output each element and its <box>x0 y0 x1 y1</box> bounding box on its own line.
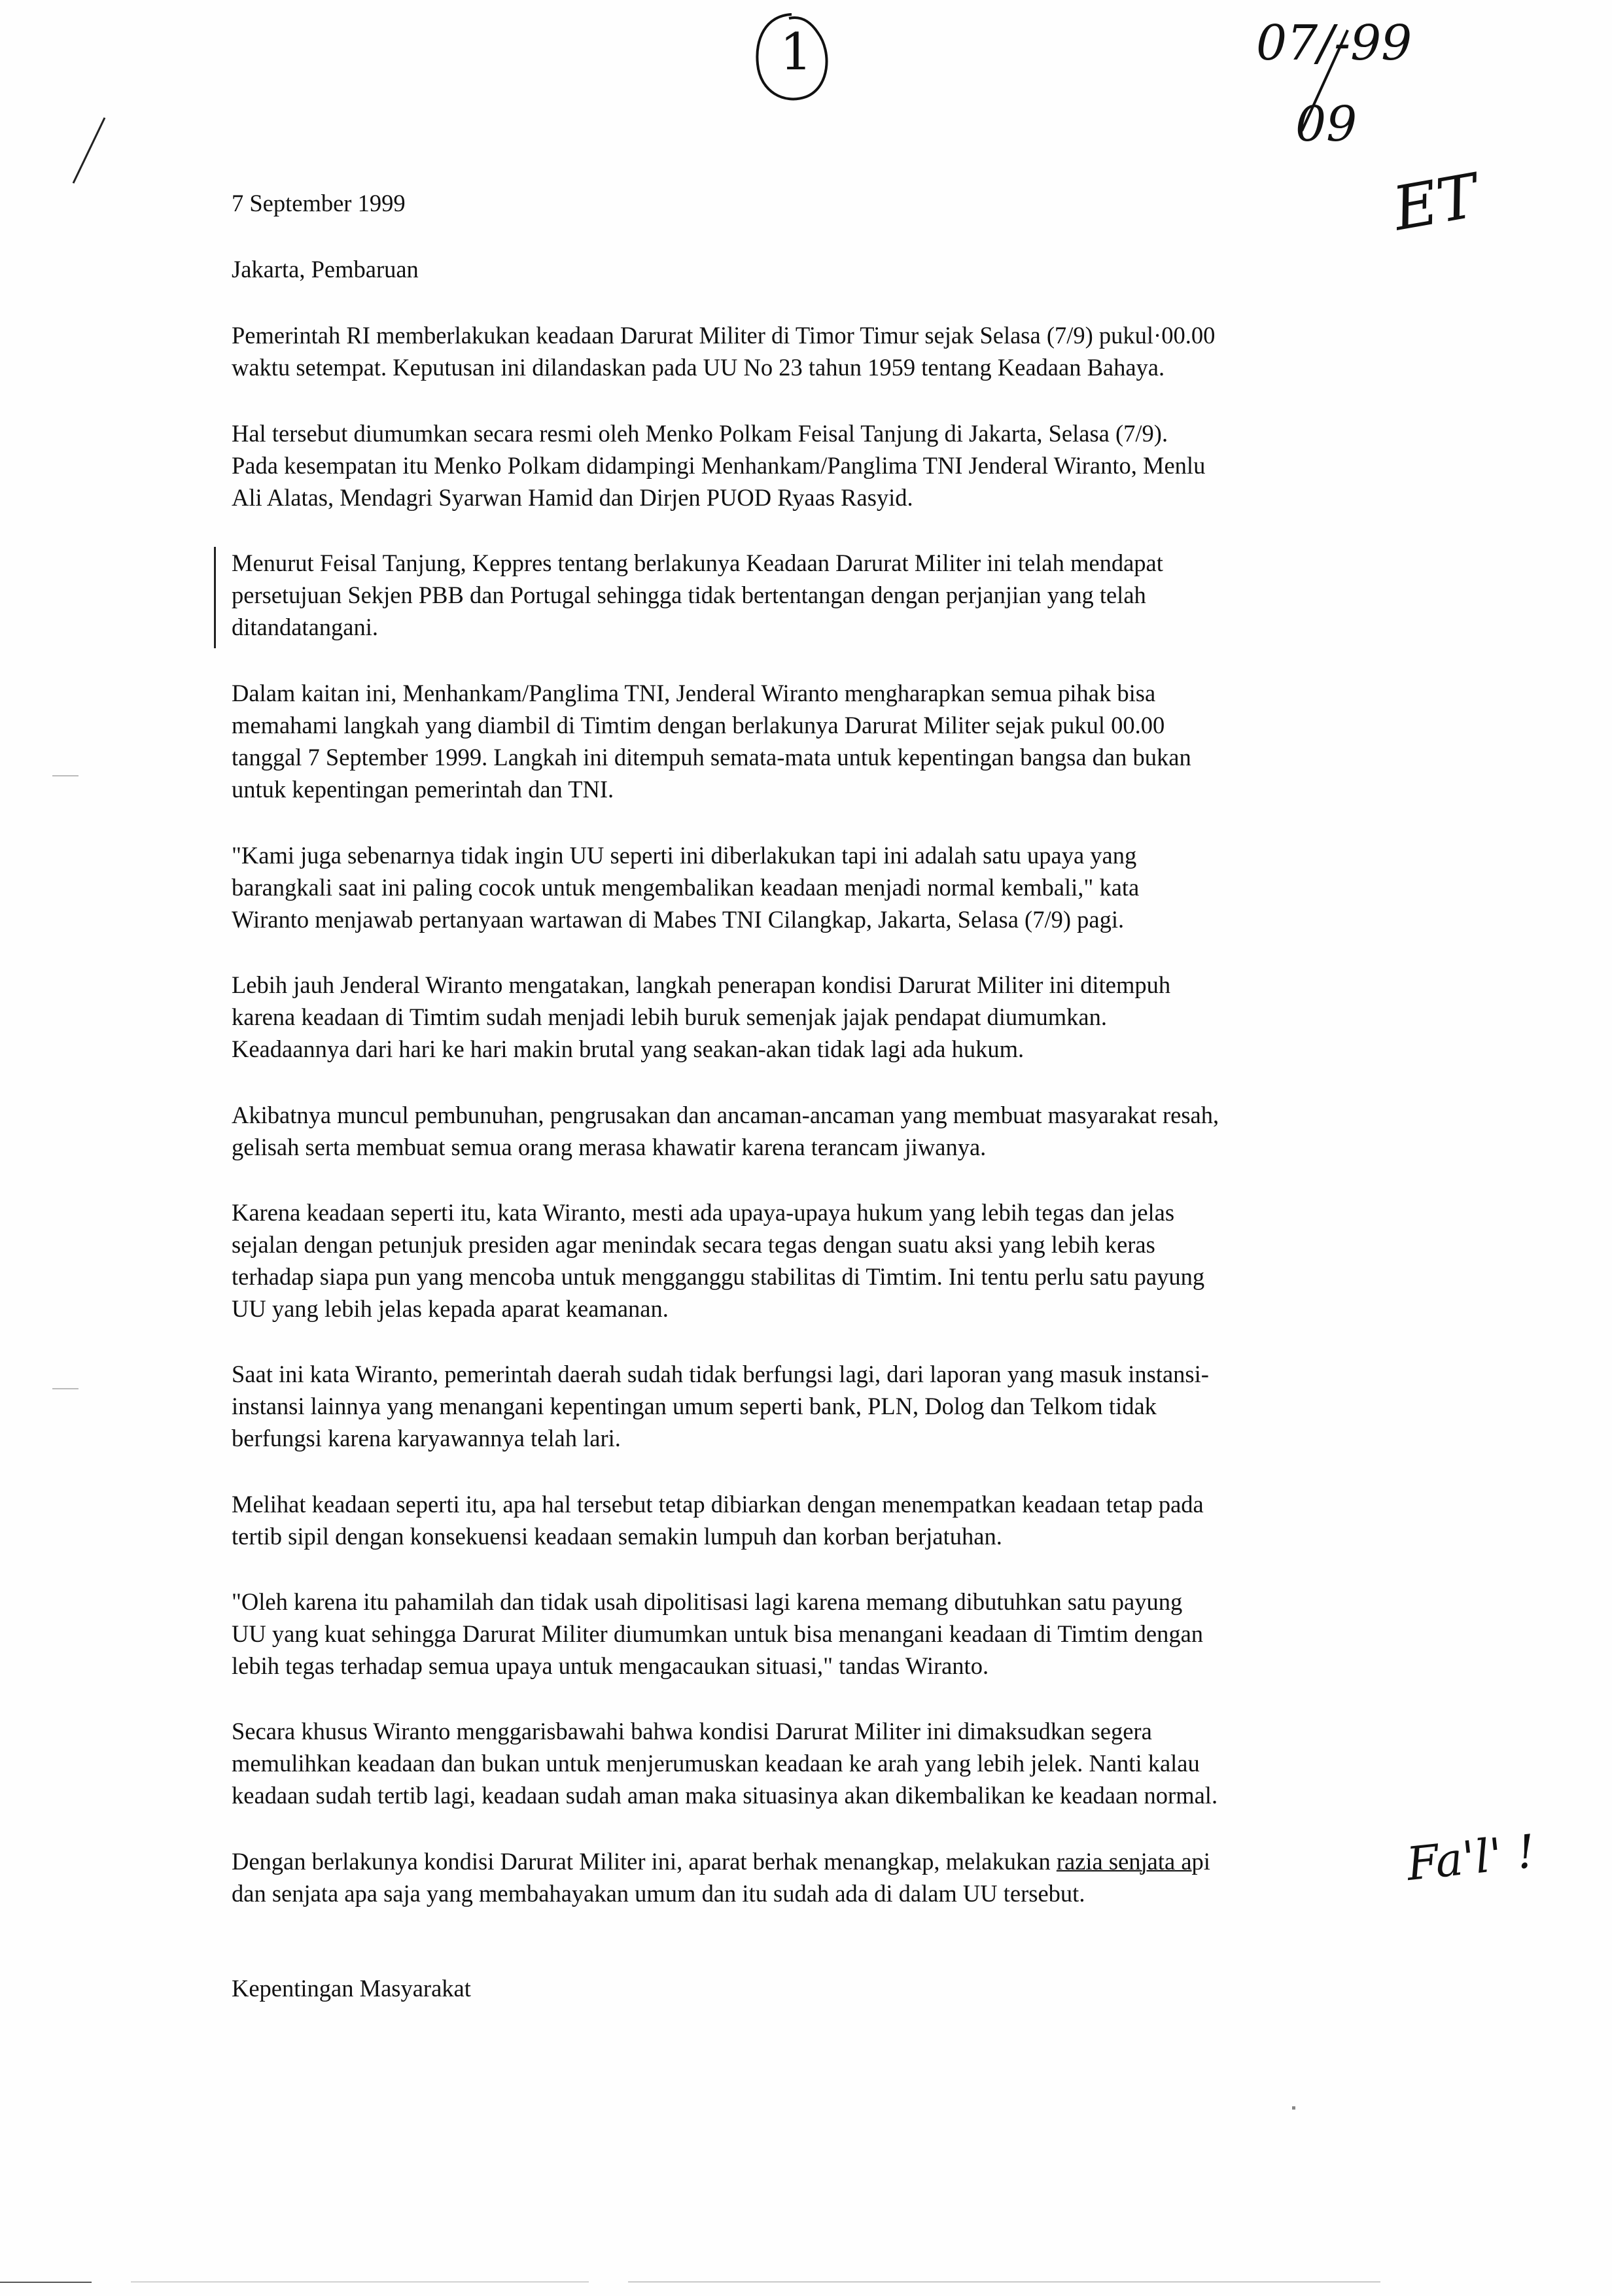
text-line: instansi lainnya yang menangani kepentingan umum seperti bank, PLN, Dolog dan Telkom tidak <box>232 1393 1157 1419</box>
text-line: Dalam kaitan ini, Menhankam/Panglima TNI, Jenderal Wiranto mengharapkan semua pihak bisa <box>232 680 1156 706</box>
text-line: persetujuan Sekjen PBB dan Portugal sehingga tidak bertentangan dengan perjanjian yang telah <box>232 582 1146 608</box>
text-line <box>232 1845 1383 1877</box>
text-line: berfungsi karena karyawannya telah lari. <box>232 1425 621 1452</box>
paragraph-4 <box>232 677 1383 805</box>
paragraph-8 <box>232 1196 1383 1325</box>
text-line: Lebih jauh Jenderal Wiranto mengatakan, langkah penerapan kondisi Darurat Militer ini ditempuh <box>232 971 1171 998</box>
handwritten-margin-note: Fa'l' ! <box>1404 1824 1538 1892</box>
scan-bottom-edge <box>0 2282 92 2283</box>
text-line: ditandatangani. <box>232 614 378 640</box>
text-line: memulihkan keadaan dan bukan untuk menjerumuskan keadaan ke arah yang lebih jelek. Nanti kalau <box>232 1750 1200 1777</box>
dateline: Jakarta, Pembaruan <box>232 256 419 283</box>
paragraph-11 <box>232 1586 1383 1682</box>
text-line: UU yang lebih jelas kepada aparat keamanan. <box>232 1295 669 1322</box>
page-number: 1 <box>780 23 813 82</box>
text-line: keadaan sudah tertib lagi, keadaan sudah aman maka situasinya akan dikembalikan ke keadaan normal. <box>232 1782 1218 1809</box>
text-line: Saat ini kata Wiranto, pemerintah daerah sudah tidak berfungsi lagi, dari laporan yang masuk instansi- <box>232 1361 1209 1387</box>
paragraph-7 <box>232 1099 1383 1163</box>
handwritten-initials: ET <box>1388 160 1483 245</box>
text-line: untuk kepentingan pemerintah dan TNI. <box>232 776 614 803</box>
text-line: Melihat keadaan seperti itu, apa hal tersebut tetap dibiarkan dengan menempatkan keadaan tetap pada <box>232 1491 1204 1518</box>
text-line: lebih tegas terhadap semua upaya untuk mengacaukan situasi," tandas Wiranto. <box>232 1652 989 1679</box>
underlined-phrase: razia senjata a <box>1056 1848 1192 1875</box>
text-line: gelisah serta membuat semua orang merasa khawatir karena terancam jiwanya. <box>232 1134 987 1160</box>
text-line: waktu setempat. Keputusan ini dilandaskan pada UU No 23 tahun 1959 tentang Keadaan Bahaya. <box>232 354 1165 381</box>
text-line: Pemerintah RI memberlakukan keadaan Darurat Militer di Timor Timur sejak Selasa (7/9) pukul·00.00 <box>232 322 1216 349</box>
paragraph-10 <box>232 1488 1383 1552</box>
paragraph-9 <box>232 1358 1383 1454</box>
text-line: barangkali saat ini paling cocok untuk mengembalikan keadaan menjadi normal kembali," kata <box>232 874 1140 901</box>
text-line: Karena keadaan seperti itu, kata Wiranto, mesti ada upaya-upaya hukum yang lebih tegas dan jelas <box>232 1199 1175 1226</box>
text-line: "Kami juga sebenarnya tidak ingin UU seperti ini diberlakukan tapi ini adalah satu upaya yang <box>232 842 1137 869</box>
text-line: Wiranto menjawab pertanyaan wartawan di Mabes TNI Cilangkap, Jakarta, Selasa (7/9) pagi. <box>232 906 1125 933</box>
paragraph-1 <box>232 319 1383 383</box>
text-line: Ali Alatas, Mendagri Syarwan Hamid dan Dirjen PUOD Ryaas Rasyid. <box>232 484 913 511</box>
handwritten-date-sub: 09 <box>1295 96 1358 152</box>
text-line: dan senjata apa saja yang membahayakan umum dan itu sudah ada di dalam UU tersebut. <box>232 1880 1085 1907</box>
text-line: Menurut Feisal Tanjung, Keppres tentang berlakunya Keadaan Darurat Militer ini telah mendapat <box>232 549 1163 576</box>
handwritten-date: 07/-99 <box>1256 15 1412 71</box>
text-line: Pada kesempatan itu Menko Polkam didampingi Menhankam/Panglima TNI Jenderal Wiranto, Menlu <box>232 452 1206 479</box>
paragraph-13 <box>232 1845 1383 1909</box>
paragraph-6 <box>232 969 1383 1065</box>
scan-speck <box>52 1388 79 1389</box>
pen-mark <box>65 111 118 196</box>
text-line: tertib sipil dengan konsekuensi keadaan semakin lumpuh dan korban berjatuhan. <box>232 1523 1002 1550</box>
text-line: karena keadaan di Timtim sudah menjadi lebih buruk semenjak jajak pendapat diumumkan. <box>232 1003 1108 1030</box>
paragraph-5 <box>232 839 1383 935</box>
margin-bar-mark <box>214 547 216 648</box>
text-line: terhadap siapa pun yang mencoba untuk mengganggu stabilitas di Timtim. Ini tentu perlu satu payung <box>232 1263 1205 1290</box>
text-line: UU yang kuat sehingga Darurat Militer diumumkan untuk bisa menangani keadaan di Timtim dengan <box>232 1620 1204 1647</box>
document-date: 7 September 1999 <box>232 190 406 217</box>
text-line: tanggal 7 September 1999. Langkah ini ditempuh semata-mata untuk kepentingan bangsa dan bukan <box>232 744 1191 771</box>
paragraph-2 <box>232 417 1383 513</box>
text-line: Akibatnya muncul pembunuhan, pengrusakan dan ancaman-ancaman yang membuat masyarakat resah, <box>232 1102 1219 1128</box>
paragraph-3 <box>232 547 1383 643</box>
scan-speck <box>1292 2106 1295 2110</box>
text-line: "Oleh karena itu pahamilah dan tidak usah dipolitisasi lagi karena memang dibutuhkan satu payung <box>232 1588 1183 1615</box>
paragraph-12 <box>232 1715 1383 1811</box>
text-line: memahami langkah yang diambil di Timtim dengan berlakunya Darurat Militer sejak pukul 00.00 <box>232 712 1165 739</box>
text-line: Hal tersebut diumumkan secara resmi oleh Menko Polkam Feisal Tanjung di Jakarta, Selasa (7/9). <box>232 420 1168 447</box>
subheading: Kepentingan Masyarakat <box>232 1975 471 2002</box>
text-segment: pi <box>1191 1848 1210 1875</box>
scan-speck <box>52 775 79 776</box>
text-segment: Dengan berlakunya kondisi Darurat Militer ini, aparat berhak menangkap, melakukan <box>232 1848 1057 1875</box>
text-line: Secara khusus Wiranto menggarisbawahi bahwa kondisi Darurat Militer ini dimaksudkan segera <box>232 1718 1152 1745</box>
text-line: sejalan dengan petunjuk presiden agar menindak secara tegas dengan suatu aksi yang lebih keras <box>232 1231 1155 1258</box>
text-line: Keadaannya dari hari ke hari makin brutal yang seakan-akan tidak lagi ada hukum. <box>232 1035 1025 1062</box>
